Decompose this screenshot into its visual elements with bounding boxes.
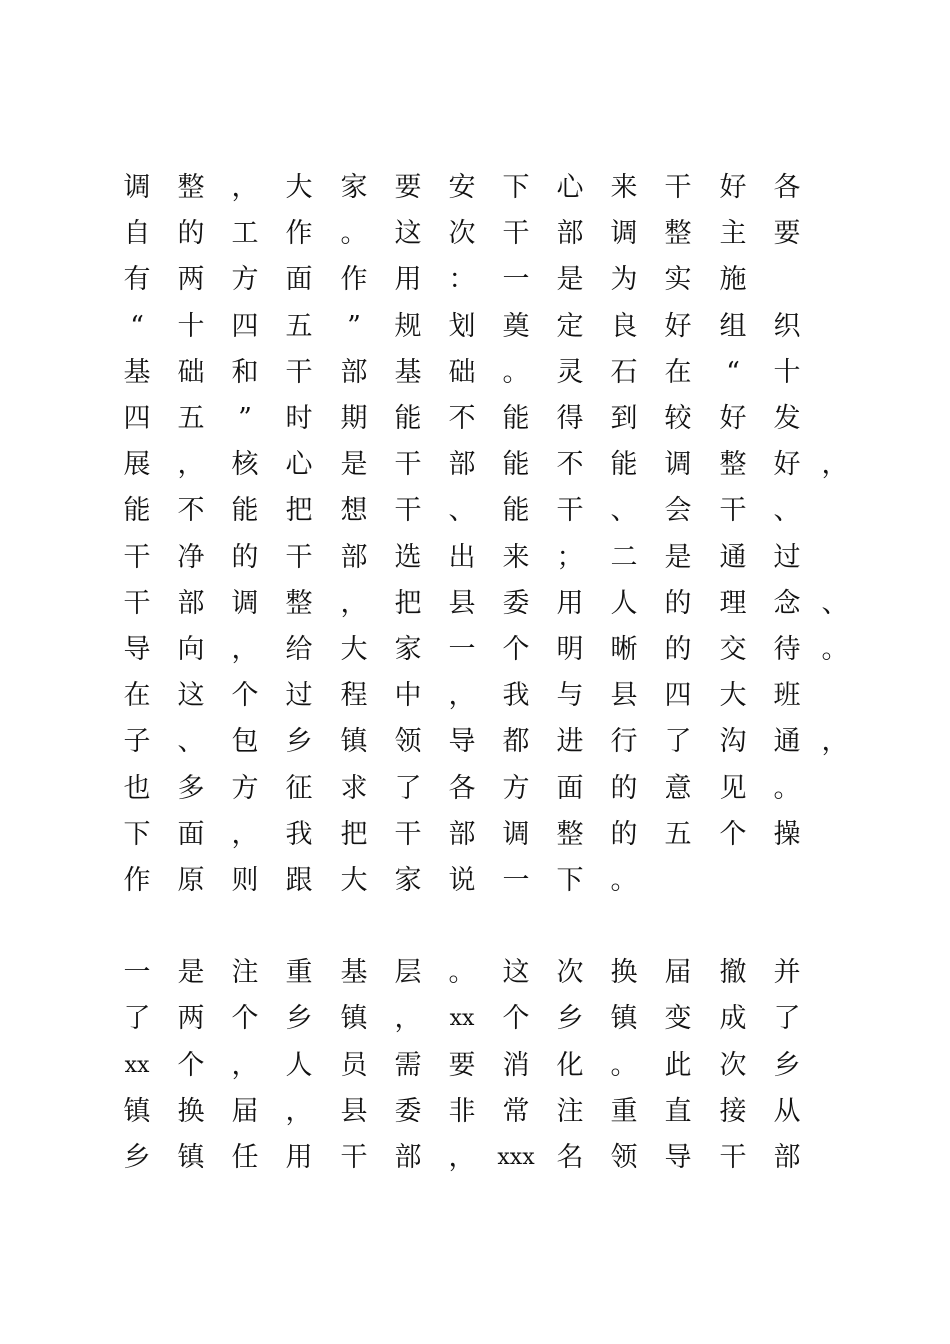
text-char: 定 xyxy=(556,311,584,342)
text-char: 此 xyxy=(664,1050,692,1081)
text-char: 实 xyxy=(664,264,692,295)
text-char: 到 xyxy=(610,403,638,434)
text-char: 把 xyxy=(394,588,422,619)
text-char: 、 xyxy=(773,495,801,526)
text-char: 了 xyxy=(773,1003,801,1034)
text-char: 的 xyxy=(177,218,205,249)
text-line xyxy=(0,538,950,584)
text-char: 程 xyxy=(340,680,368,711)
text-char: “ xyxy=(726,357,740,388)
text-char: 施 xyxy=(719,264,747,295)
text-char: 二 xyxy=(610,542,638,573)
text-char: 变 xyxy=(664,1003,692,1034)
text-char: 下 xyxy=(556,865,584,896)
text-line xyxy=(0,676,950,722)
text-char: 整 xyxy=(285,588,313,619)
text-char: 能 xyxy=(502,403,530,434)
text-char: ， xyxy=(231,1050,259,1081)
text-char: 好 xyxy=(773,449,801,480)
text-char: 面 xyxy=(177,819,205,850)
text-char: 好 xyxy=(719,172,747,203)
text-char: 乡 xyxy=(285,1003,313,1034)
text-char: ” xyxy=(238,403,252,434)
text-line xyxy=(0,630,950,676)
text-char: ， xyxy=(340,588,368,619)
text-char: 能 xyxy=(231,495,259,526)
text-char: 直 xyxy=(664,1096,692,1127)
text-char: 是 xyxy=(664,542,692,573)
text-char: 这 xyxy=(502,957,530,988)
text-char: 础 xyxy=(177,357,205,388)
text-char: 有 xyxy=(123,264,151,295)
text-char: 包 xyxy=(231,726,259,757)
text-char: 个 xyxy=(177,1050,205,1081)
text-char: 大 xyxy=(340,865,368,896)
text-char: 这 xyxy=(394,218,422,249)
text-char: 次 xyxy=(448,218,476,249)
text-char: 调 xyxy=(123,172,151,203)
text-char: 能 xyxy=(610,449,638,480)
text-char: 镇 xyxy=(340,726,368,757)
text-line xyxy=(0,1138,950,1184)
text-line xyxy=(0,1046,950,1092)
text-char: 干 xyxy=(394,495,422,526)
text-char: 成 xyxy=(719,1003,747,1034)
text-char: ； xyxy=(556,542,584,573)
text-char: 两 xyxy=(177,1003,205,1034)
text-char: 乡 xyxy=(285,726,313,757)
text-char: 原 xyxy=(177,865,205,896)
text-char: xx xyxy=(449,1006,475,1031)
text-char: 调 xyxy=(664,449,692,480)
text-char: 委 xyxy=(502,588,530,619)
text-char: 干 xyxy=(394,819,422,850)
text-char: 组 xyxy=(719,311,747,342)
text-char: 导 xyxy=(664,1142,692,1173)
text-char: 选 xyxy=(394,542,422,573)
text-line xyxy=(0,769,950,815)
text-char: 则 xyxy=(231,865,259,896)
text-char: 个 xyxy=(719,819,747,850)
text-char: 操 xyxy=(773,819,801,850)
text-char: 届 xyxy=(664,957,692,988)
text-char: 了 xyxy=(123,1003,151,1034)
text-char: 注 xyxy=(231,957,259,988)
text-char: 员 xyxy=(340,1050,368,1081)
text-char: 五 xyxy=(285,311,313,342)
text-char: 。 xyxy=(340,218,368,249)
text-char: 干 xyxy=(285,357,313,388)
text-char: 见 xyxy=(719,773,747,804)
text-char: 和 xyxy=(231,357,259,388)
text-char: 行 xyxy=(610,726,638,757)
text-char: 织 xyxy=(773,311,801,342)
text-line xyxy=(0,399,950,445)
text-char: 较 xyxy=(664,403,692,434)
text-char: 要 xyxy=(394,172,422,203)
text-char: 下 xyxy=(502,172,530,203)
text-char: 期 xyxy=(340,403,368,434)
text-char: 导 xyxy=(448,726,476,757)
text-char: 调 xyxy=(231,588,259,619)
text-char: 两 xyxy=(177,264,205,295)
text-char: ， xyxy=(177,449,205,480)
text-char: 大 xyxy=(285,172,313,203)
text-char: 干 xyxy=(123,588,151,619)
text-char: 方 xyxy=(502,773,530,804)
text-char: 。 xyxy=(502,357,530,388)
text-char: 面 xyxy=(285,264,313,295)
text-char: 干 xyxy=(340,1142,368,1173)
text-char: 并 xyxy=(773,957,801,988)
text-char: 好 xyxy=(719,403,747,434)
text-char: 的 xyxy=(610,819,638,850)
text-char: ， xyxy=(821,726,849,757)
text-char: ， xyxy=(394,1003,422,1034)
text-char: 是 xyxy=(340,449,368,480)
text-line xyxy=(0,307,950,353)
text-char: 要 xyxy=(448,1050,476,1081)
text-char: 能 xyxy=(123,495,151,526)
text-char: 通 xyxy=(773,726,801,757)
text-char: 划 xyxy=(448,311,476,342)
text-char: 了 xyxy=(664,726,692,757)
text-char: 跟 xyxy=(285,865,313,896)
text-char: 基 xyxy=(340,957,368,988)
text-char: 一 xyxy=(502,264,530,295)
text-char: 展 xyxy=(123,449,151,480)
text-char: 过 xyxy=(285,680,313,711)
text-char: 想 xyxy=(340,495,368,526)
text-char: 用 xyxy=(285,1142,313,1173)
text-line xyxy=(0,168,950,214)
text-char: 四 xyxy=(664,680,692,711)
text-char: 理 xyxy=(719,588,747,619)
text-char: 、 xyxy=(610,495,638,526)
text-char: 部 xyxy=(448,819,476,850)
text-char: 不 xyxy=(177,495,205,526)
text-char: 待 xyxy=(773,634,801,665)
text-char: 工 xyxy=(231,218,259,249)
text-char: 撤 xyxy=(719,957,747,988)
text-char: 镇 xyxy=(610,1003,638,1034)
text-char: 次 xyxy=(719,1050,747,1081)
text-char: 家 xyxy=(394,865,422,896)
text-char: 过 xyxy=(773,542,801,573)
text-char: 整 xyxy=(556,819,584,850)
text-char: 重 xyxy=(610,1096,638,1127)
text-char: 规 xyxy=(394,311,422,342)
text-char: 明 xyxy=(556,634,584,665)
text-char: 安 xyxy=(448,172,476,203)
text-line xyxy=(0,353,950,399)
text-char: 能 xyxy=(394,403,422,434)
text-char: 大 xyxy=(340,634,368,665)
text-char: 班 xyxy=(773,680,801,711)
text-char: 的 xyxy=(231,542,259,573)
text-char: ， xyxy=(231,634,259,665)
text-char: 念 xyxy=(773,588,801,619)
text-char: 大 xyxy=(719,680,747,711)
text-char: 把 xyxy=(340,819,368,850)
text-char: 部 xyxy=(773,1142,801,1173)
text-char: 接 xyxy=(719,1096,747,1127)
text-line xyxy=(0,722,950,768)
text-char: 四 xyxy=(231,311,259,342)
text-char: 也 xyxy=(123,773,151,804)
text-char: 乡 xyxy=(123,1142,151,1173)
text-char: 次 xyxy=(556,957,584,988)
text-char: 用 xyxy=(556,588,584,619)
text-char: 都 xyxy=(502,726,530,757)
text-char: 不 xyxy=(556,449,584,480)
text-char: 需 xyxy=(394,1050,422,1081)
text-char: 乡 xyxy=(556,1003,584,1034)
text-char: 。 xyxy=(773,773,801,804)
text-char: 导 xyxy=(123,634,151,665)
text-char: 我 xyxy=(285,819,313,850)
text-char: 部 xyxy=(448,449,476,480)
text-char: 作 xyxy=(123,865,151,896)
text-char: 部 xyxy=(556,218,584,249)
text-char: 县 xyxy=(448,588,476,619)
text-char: 的 xyxy=(610,773,638,804)
text-char: 。 xyxy=(610,1050,638,1081)
text-char: 把 xyxy=(285,495,313,526)
text-char: 整 xyxy=(664,218,692,249)
text-char: 。 xyxy=(448,957,476,988)
text-char: 个 xyxy=(502,1003,530,1034)
text-char: 时 xyxy=(285,403,313,434)
text-char: 县 xyxy=(610,680,638,711)
text-char: 这 xyxy=(177,680,205,711)
text-char: 注 xyxy=(556,1096,584,1127)
text-char: 委 xyxy=(394,1096,422,1127)
text-char: 干 xyxy=(719,1142,747,1173)
text-char: 发 xyxy=(773,403,801,434)
text-line xyxy=(0,260,950,306)
text-char: 沟 xyxy=(719,726,747,757)
text-char: 届 xyxy=(231,1096,259,1127)
text-char: 家 xyxy=(394,634,422,665)
text-char: 整 xyxy=(177,172,205,203)
text-char: ， xyxy=(231,172,259,203)
text-char: 换 xyxy=(610,957,638,988)
text-char: ， xyxy=(231,819,259,850)
text-char: 非 xyxy=(448,1096,476,1127)
text-char: 部 xyxy=(340,357,368,388)
text-char: 镇 xyxy=(123,1096,151,1127)
text-char: 镇 xyxy=(177,1142,205,1173)
text-char: 在 xyxy=(123,680,151,711)
text-char: 一 xyxy=(502,865,530,896)
text-char: 整 xyxy=(719,449,747,480)
text-char: xx xyxy=(124,1053,150,1078)
text-char: 常 xyxy=(502,1096,530,1127)
text-char: 为 xyxy=(610,264,638,295)
text-char: 好 xyxy=(664,311,692,342)
text-char: 干 xyxy=(123,542,151,573)
text-char: 方 xyxy=(231,264,259,295)
text-char: 名 xyxy=(556,1142,584,1173)
text-char: 化 xyxy=(556,1050,584,1081)
text-char: 调 xyxy=(610,218,638,249)
text-char: 会 xyxy=(664,495,692,526)
text-char: 在 xyxy=(664,357,692,388)
text-char: ， xyxy=(448,1142,476,1173)
text-line xyxy=(0,815,950,861)
text-char: ， xyxy=(448,680,476,711)
text-char: ： xyxy=(448,264,476,295)
text-char: 乡 xyxy=(773,1050,801,1081)
text-char: 领 xyxy=(394,726,422,757)
text-line xyxy=(0,214,950,260)
text-char: 。 xyxy=(821,634,849,665)
text-char: 干 xyxy=(394,449,422,480)
text-char: 自 xyxy=(123,218,151,249)
text-char: 换 xyxy=(177,1096,205,1127)
text-char: 交 xyxy=(719,634,747,665)
text-char: 方 xyxy=(231,773,259,804)
text-char: 是 xyxy=(556,264,584,295)
text-char: 任 xyxy=(231,1142,259,1173)
text-char: 作 xyxy=(340,264,368,295)
text-char: 、 xyxy=(448,495,476,526)
text-char: 主 xyxy=(719,218,747,249)
text-line xyxy=(0,445,950,491)
text-char: 。 xyxy=(610,865,638,896)
text-char: 进 xyxy=(556,726,584,757)
text-char: 与 xyxy=(556,680,584,711)
text-char: 一 xyxy=(123,957,151,988)
text-char: 晰 xyxy=(610,634,638,665)
text-char: 征 xyxy=(285,773,313,804)
text-line xyxy=(0,953,950,999)
text-char: 良 xyxy=(610,311,638,342)
text-char: 作 xyxy=(285,218,313,249)
text-char: 心 xyxy=(285,449,313,480)
text-char: 各 xyxy=(773,172,801,203)
text-char: 干 xyxy=(556,495,584,526)
text-line xyxy=(0,861,950,907)
text-char: 部 xyxy=(177,588,205,619)
text-char: 奠 xyxy=(502,311,530,342)
text-char: 五 xyxy=(664,819,692,850)
text-char: 多 xyxy=(177,773,205,804)
text-char: 干 xyxy=(502,218,530,249)
text-char: 给 xyxy=(285,634,313,665)
text-char: 个 xyxy=(502,634,530,665)
text-line xyxy=(0,491,950,537)
text-char: ， xyxy=(285,1096,313,1127)
text-char: 的 xyxy=(664,588,692,619)
text-line xyxy=(0,1092,950,1138)
text-char: 心 xyxy=(556,172,584,203)
text-char: 灵 xyxy=(556,357,584,388)
text-line xyxy=(0,999,950,1045)
text-char: 人 xyxy=(285,1050,313,1081)
text-char: 来 xyxy=(610,172,638,203)
text-char: 个 xyxy=(231,680,259,711)
text-char: 能 xyxy=(502,449,530,480)
text-char: 个 xyxy=(231,1003,259,1034)
text-char: 求 xyxy=(340,773,368,804)
text-char: 意 xyxy=(664,773,692,804)
text-char: 调 xyxy=(502,819,530,850)
text-char: 了 xyxy=(394,773,422,804)
text-char: 、 xyxy=(821,588,849,619)
text-char: 核 xyxy=(231,449,259,480)
text-char: 中 xyxy=(394,680,422,711)
text-char: 干 xyxy=(719,495,747,526)
text-char: 来 xyxy=(502,542,530,573)
text-char: 干 xyxy=(285,542,313,573)
text-char: xxx xyxy=(497,1145,535,1170)
text-char: 部 xyxy=(340,542,368,573)
text-char: 下 xyxy=(123,819,151,850)
text-char: 人 xyxy=(610,588,638,619)
text-char: 部 xyxy=(394,1142,422,1173)
text-char: 重 xyxy=(285,957,313,988)
text-char: 干 xyxy=(664,172,692,203)
text-char: ， xyxy=(821,449,849,480)
text-char: “ xyxy=(130,311,144,342)
text-char: ” xyxy=(347,311,361,342)
text-char: 县 xyxy=(340,1096,368,1127)
text-char: 基 xyxy=(123,357,151,388)
text-char: 说 xyxy=(448,865,476,896)
text-line xyxy=(0,584,950,630)
text-char: 通 xyxy=(719,542,747,573)
text-char: 不 xyxy=(448,403,476,434)
text-char: 净 xyxy=(177,542,205,573)
text-char: 用 xyxy=(394,264,422,295)
text-char: 各 xyxy=(448,773,476,804)
text-char: 五 xyxy=(177,403,205,434)
text-char: 一 xyxy=(448,634,476,665)
text-char: 十 xyxy=(773,357,801,388)
text-char: 家 xyxy=(340,172,368,203)
text-char: 、 xyxy=(177,726,205,757)
text-char: 是 xyxy=(177,957,205,988)
text-char: 镇 xyxy=(340,1003,368,1034)
text-char: 的 xyxy=(664,634,692,665)
text-char: 向 xyxy=(177,634,205,665)
text-char: 我 xyxy=(502,680,530,711)
text-char: 层 xyxy=(394,957,422,988)
text-char: 面 xyxy=(556,773,584,804)
text-char: 领 xyxy=(610,1142,638,1173)
text-char: 础 xyxy=(448,357,476,388)
text-char: 能 xyxy=(502,495,530,526)
text-char: 消 xyxy=(502,1050,530,1081)
text-char: 要 xyxy=(773,218,801,249)
text-char: 石 xyxy=(610,357,638,388)
text-char: 从 xyxy=(773,1096,801,1127)
text-char: 子 xyxy=(123,726,151,757)
text-char: 十 xyxy=(177,311,205,342)
text-char: 出 xyxy=(448,542,476,573)
text-char: 四 xyxy=(123,403,151,434)
text-char: 得 xyxy=(556,403,584,434)
text-char: 基 xyxy=(394,357,422,388)
